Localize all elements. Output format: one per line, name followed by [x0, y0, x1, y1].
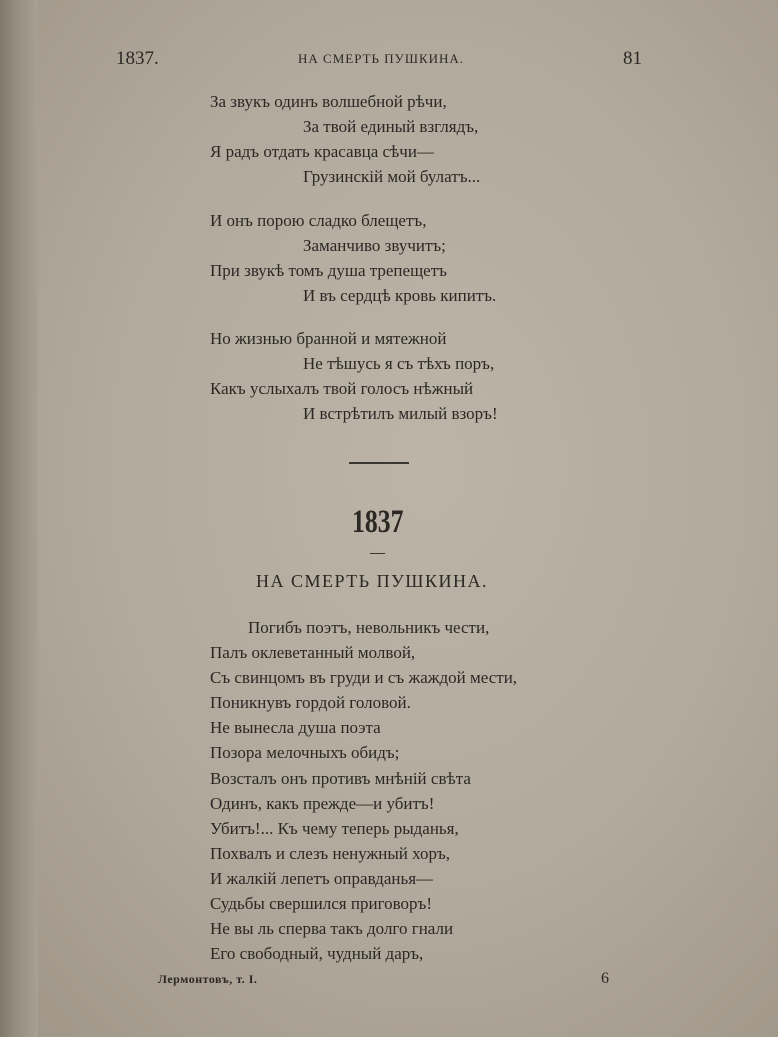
signature-mark: 6 [601, 970, 609, 987]
verse-line: При звукѣ томъ душа трепещетъ [210, 261, 447, 280]
section-divider [349, 462, 409, 464]
running-head-year: 1837. [116, 48, 159, 69]
verse-line: Поникнувъ гордой головой. [210, 693, 411, 713]
footer-author-volume: Лермонтовъ, т. I. [158, 972, 258, 986]
verse-line: Грузинскій мой булатъ... [303, 167, 481, 186]
poem-year-heading: 1837 [352, 504, 404, 540]
poem-title: НА СМЕРТЬ ПУШКИНА. [256, 571, 488, 591]
verse-line: Я радъ отдать красавца сѣчи— [210, 142, 434, 161]
verse-line: Не вынесла душа поэта [210, 718, 381, 738]
verse-line: И встрѣтилъ милый взоръ! [303, 404, 498, 423]
verse-line: Не вы ль сперва такъ долго гнали [210, 919, 454, 939]
running-head [0, 48, 778, 72]
verse-line: Одинъ, какъ прежде—и убитъ! [210, 793, 435, 813]
verse-line: Но жизнью бранной и мятежной [210, 329, 447, 348]
verse-line: И жалкій лепетъ оправданья— [210, 868, 434, 888]
verse-line: Возсталъ онъ противъ мнѣній свѣта [210, 768, 471, 788]
verse-line: Не тѣшусь я съ тѣхъ поръ, [303, 354, 495, 373]
stanza-1 [210, 89, 730, 189]
page-number: 81 [623, 48, 642, 69]
verse-line: Погибъ поэтъ, невольникъ чести, [248, 618, 490, 637]
verse-line: Похвалъ и слезъ ненужный хоръ, [210, 843, 450, 863]
verse-line: Его свободный, чудный даръ, [210, 944, 424, 964]
stanza-2 [210, 208, 730, 308]
verse-line: Съ свинцомъ въ груди и съ жаждой мести, [210, 668, 518, 688]
verse-line: Палъ оклеветанный молвой, [210, 643, 416, 663]
verse-line: Какъ услыхалъ твой голосъ нѣжный [210, 379, 474, 398]
poem-body [210, 615, 750, 966]
stanza-3 [210, 326, 730, 426]
verse-line: За звукъ одинъ волшебной рѣчи, [210, 92, 447, 111]
verse-line: И онъ порою сладко блещетъ, [210, 211, 427, 230]
verse-line: За твой единый взглядъ, [303, 117, 479, 136]
verse-line: Позора мелочныхъ обидъ; [210, 743, 400, 763]
running-head-title: НА СМЕРТЬ ПУШКИНА. [298, 51, 465, 66]
page-gutter-shadow [0, 0, 38, 1037]
verse-line: Убитъ!... Къ чему теперь рыданья, [210, 818, 459, 838]
verse-line: Заманчиво звучитъ; [303, 236, 446, 255]
title-divider [370, 553, 385, 554]
verse-line: И въ сердцѣ кровь кипитъ. [303, 286, 497, 305]
verse-line: Судьбы свершился приговоръ! [210, 894, 432, 914]
